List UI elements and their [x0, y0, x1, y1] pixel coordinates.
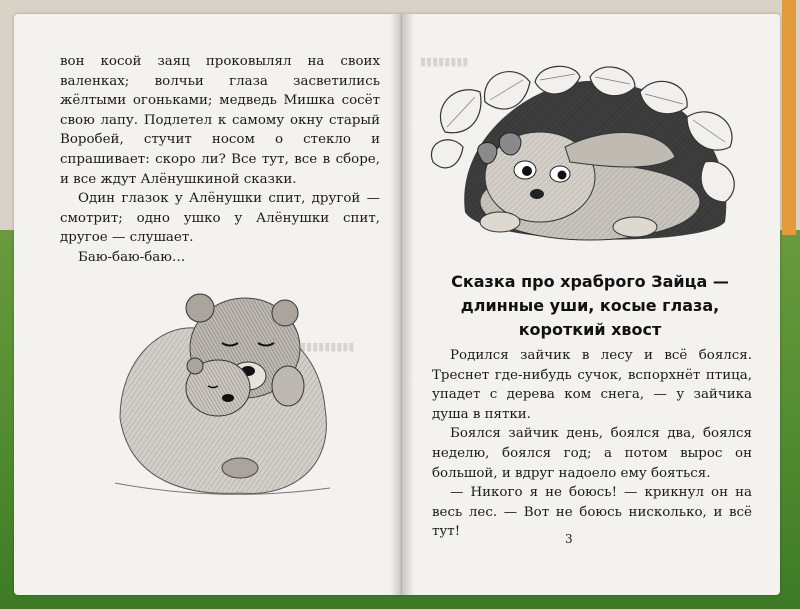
bleed-through-right: ▮▮▮▮▮▮▮▮: [420, 55, 469, 68]
story-title: [425, 270, 755, 342]
paragraph: — Никого я не боюсь! — крикнул он на весь лес. — Вот не боюсь нисколько, и всё тут!: [432, 485, 752, 540]
book-gutter: [390, 14, 414, 595]
page-number: 3: [565, 532, 573, 546]
story-title-line: Сказка про храброго Зайца —: [451, 272, 729, 291]
paragraph: Боялся зайчик день, боялся два, боялся неделю, боялся год; а потом вырос он большой, и вдруг надоело ему бояться.: [432, 426, 752, 481]
paragraph: Один глазок у Алёнушки спит, другой — смотрит; одно ушко у Алёнушки спит, другое — слушает.: [60, 191, 380, 246]
hare-in-leaves-illustration: [425, 62, 750, 252]
book-cover-orange-edge: [782, 0, 796, 235]
story-title-line: длинные уши, косые глаза,: [460, 296, 720, 315]
paragraph: вон косой заяц проковылял на своих валенках; волчьи глаза засветились жёлтыми огоньками; медведь Мишка сосёт свою лапу. Подлетел к самому окну старый Воробей, стучит носом о стекло и спрашивает: скоро ли? Все тут, все в сборе, и все ждут Алёнушкиной сказки.: [60, 54, 380, 187]
right-page-text: [432, 346, 752, 542]
left-page-text: [60, 52, 380, 268]
story-title-line: короткий хвост: [518, 320, 662, 339]
bleed-through-left: ▮▮▮▮▮▮▮▮▮: [300, 340, 355, 353]
sleeping-bears-illustration: [100, 268, 355, 503]
paragraph: Родился зайчик в лесу и всё боялся. Треснет где-нибудь сучок, вспорхнёт птица, упадет с дерева ком снега, — у зайчика душа в пятки.: [432, 348, 752, 422]
paragraph: Баю-баю-баю…: [78, 249, 186, 265]
